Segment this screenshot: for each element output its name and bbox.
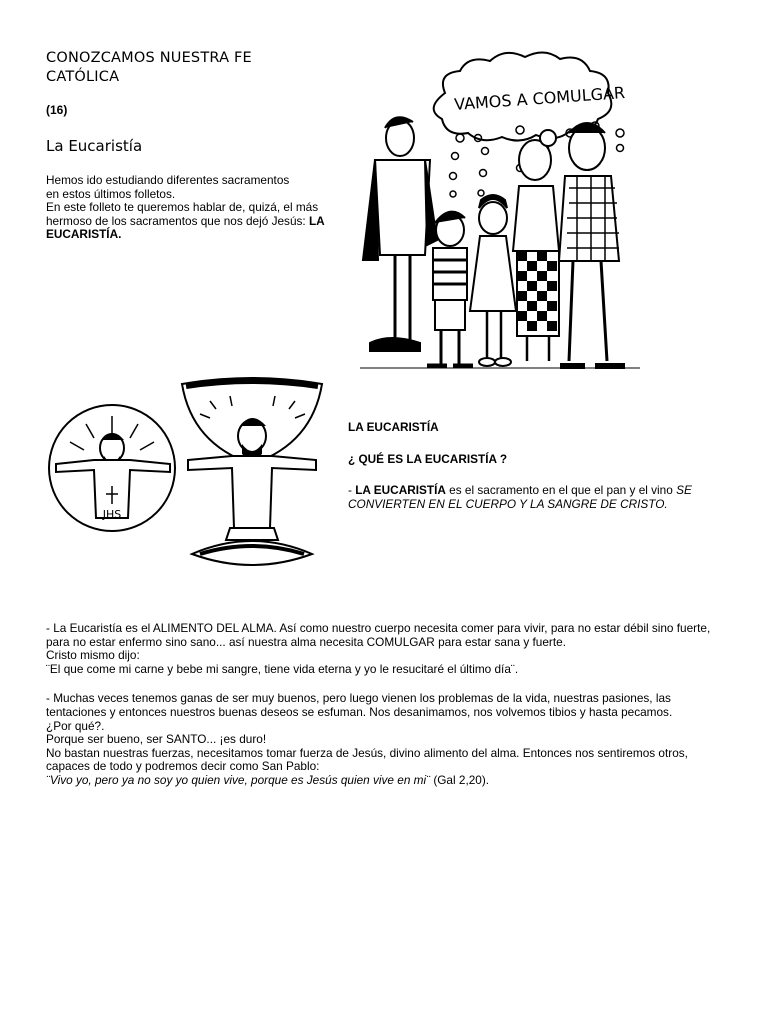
body-p2-quote bbox=[46, 774, 726, 788]
woman-figure bbox=[513, 130, 559, 361]
intro-line-3 bbox=[46, 201, 351, 242]
intro-line-3-text: En este folleto te queremos hablar de, quizá, el más hermoso de los sacramentos que nos dejó Jesús: bbox=[46, 200, 319, 228]
document-title bbox=[46, 49, 346, 87]
def-bold: LA EUCARISTÍA bbox=[355, 483, 446, 497]
eucharist-definition-block bbox=[348, 421, 693, 511]
speech-text: VAMOS A COMULGAR bbox=[453, 83, 626, 114]
body-p1-line2: Cristo mismo dijo: bbox=[46, 648, 140, 663]
body-p1-quote: ¨El que come mi carne y bebe mi sangre, tiene vida eterna y yo le resucitaré el último día¨. bbox=[46, 661, 519, 676]
host-with-christ-illustration bbox=[46, 398, 181, 538]
body-p1-line1: - La Eucaristía es el ALIMENTO DEL ALMA. Así como nuestro cuerpo necesita comer para vivir, para no estar débil sino fuerte, para no estar enfermo sino sano... así nuestra alma necesita COMULGAR para estar sana y fuerte. bbox=[46, 621, 711, 649]
body-p2-quote-italic: ¨Vivo yo, pero ya no soy yo quien vive, porque es Jesús quien vive en mi¨ bbox=[46, 772, 431, 787]
communion-cartoon-illustration bbox=[355, 48, 645, 378]
main-body-text bbox=[46, 622, 726, 788]
side-heading: LA EUCARISTÍA bbox=[348, 420, 439, 434]
chalice-with-christ-illustration bbox=[180, 376, 325, 576]
def-prefix: - bbox=[348, 483, 356, 497]
priest-figure bbox=[363, 117, 437, 351]
title-line-1: CONOZCAMOS NUESTRA FE bbox=[46, 50, 252, 66]
def-text: es el sacramento en el que el pan y el vino bbox=[445, 483, 677, 497]
body-p2-line4: No bastan nuestras fuerzas, necesitamos tomar fuerza de Jesús, divino alimento del alma. Entonces nos sentiremos otros, capaces de todo y podremos decir como San Pablo: bbox=[46, 745, 688, 774]
section-heading: La Eucaristía bbox=[46, 137, 143, 155]
issue-number: (16) bbox=[46, 103, 68, 117]
man-figure bbox=[559, 123, 625, 366]
side-definition bbox=[348, 484, 693, 511]
intro-line-2: en estos últimos folletos. bbox=[46, 186, 176, 201]
girl-figure bbox=[470, 195, 516, 366]
body-p2-line2: ¿Por qué?. bbox=[46, 718, 105, 733]
side-question: ¿ QUÉ ES LA EUCARISTÍA ? bbox=[348, 451, 508, 466]
body-p2-line3: Porque ser bueno, ser SANTO... ¡es duro! bbox=[46, 732, 267, 747]
body-p2-line1: - Muchas veces tenemos ganas de ser muy buenos, pero luego vienen los problemas de la vida, nuestras pasiones, las tentaciones y entonces nuestros buenas deseos se esfuman. Nos desanimamos, nos volvemos tibios y hasta pecamos. bbox=[46, 691, 673, 719]
title-line-2: CATÓLICA bbox=[46, 69, 120, 85]
intro-line-1: Hemos ido estudiando diferentes sacramentos bbox=[46, 173, 290, 187]
intro-line-3-bold: LA EUCARISTÍA. bbox=[46, 213, 325, 241]
intro-paragraph bbox=[46, 174, 351, 242]
body-p2-quote-ref: (Gal 2,20). bbox=[430, 772, 490, 787]
host-monogram: JHS bbox=[102, 508, 122, 521]
def-italic: SE CONVIERTEN EN EL CUERPO Y LA SANGRE DE CRISTO. bbox=[348, 483, 692, 511]
